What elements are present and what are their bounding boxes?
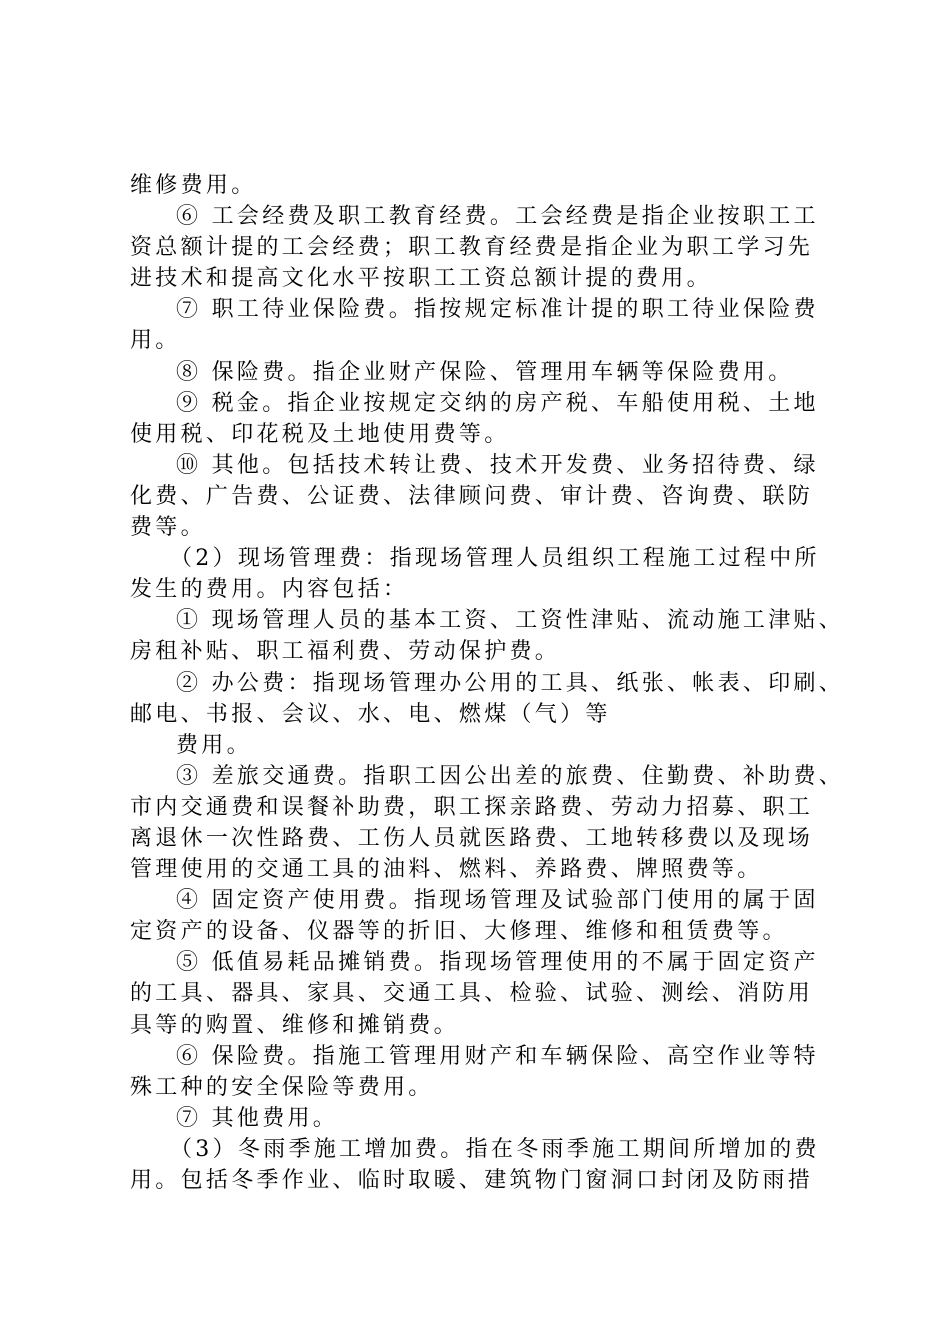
text-line: 进技术和提高文化水平按职工工资总额计提的费用。 [130,266,712,292]
text-line: 的工具、器具、家具、交通工具、检验、试验、测绘、消防用 [130,981,814,1007]
text-line: 费等。 [130,515,206,541]
document-body [130,170,850,1196]
text-line: 费用。 [176,732,252,758]
text-line: ⑥ 工会经费及职工教育经费。工会经费是指企业按职工工 [176,204,819,230]
text-line: 维修费用。 [130,173,257,198]
text-line: 离退休一次性路费、工伤人员就医路费、工地转移费以及现场 [130,825,814,851]
text-line: ⑦ 其他费用。 [176,1105,339,1131]
text-line: 使用税、印花税及土地使用费等。 [130,421,510,447]
text-line: （3）冬雨季施工增加费。指在冬雨季施工期间所增加的费 [170,1136,820,1162]
text-line: ⑩ 其他。包括技术转让费、技术开发费、业务招待费、绿 [176,452,819,478]
text-line: 邮电、书报、会议、水、电、燃煤（气）等 [130,701,611,727]
text-line: 定资产的设备、仪器等的折旧、大修理、维修和租赁费等。 [130,919,788,945]
text-line: 资总额计提的工会经费；职工教育经费是指企业为职工学习先 [130,235,814,261]
text-line: 化费、广告费、公证费、法律顾问费、审计费、咨询费、联防 [130,483,814,509]
text-line: ② 办公费：指现场管理办公用的工具、纸张、帐表、印刷、 [176,670,845,696]
text-line: （2）现场管理费：指现场管理人员组织工程施工过程中所 [170,546,820,572]
text-line: ① 现场管理人员的基本工资、工资性津贴、流动施工津贴、 [176,608,845,634]
text-line: 用。包括冬季作业、临时取暖、建筑物门窗洞口封闭及防雨措 [130,1168,814,1193]
text-line: 管理使用的交通工具的油料、燃料、养路费、牌照费等。 [130,857,763,883]
text-line: 殊工种的安全保险等费用。 [130,1074,434,1100]
text-line: ⑨ 税金。指企业按规定交纳的房产税、车船使用税、土地 [176,390,819,416]
text-line: ⑦ 职工待业保险费。指按规定标准计提的职工待业保险费 [176,297,819,323]
text-line: ⑥ 保险费。指施工管理用财产和车辆保险、高空作业等特 [176,1043,819,1069]
text-line: 发生的费用。内容包括： [130,577,409,603]
text-line: 用。 [130,328,181,354]
text-line: 房租补贴、职工福利费、劳动保护费。 [130,639,561,665]
text-line: 市内交通费和误餐补助费，职工探亲路费、劳动力招募、职工 [130,794,814,820]
text-line: ③ 差旅交通费。指职工因公出差的旅费、住勤费、补助费、 [176,763,845,789]
text-line: 具等的购置、维修和摊销费。 [130,1012,459,1038]
text-line: ④ 固定资产使用费。指现场管理及试验部门使用的属于固 [176,888,819,914]
text-line: ⑤ 低值易耗品摊销费。指现场管理使用的不属于固定资产 [176,950,819,976]
text-line: ⑧ 保险费。指企业财产保险、管理用车辆等保险费用。 [176,359,794,385]
